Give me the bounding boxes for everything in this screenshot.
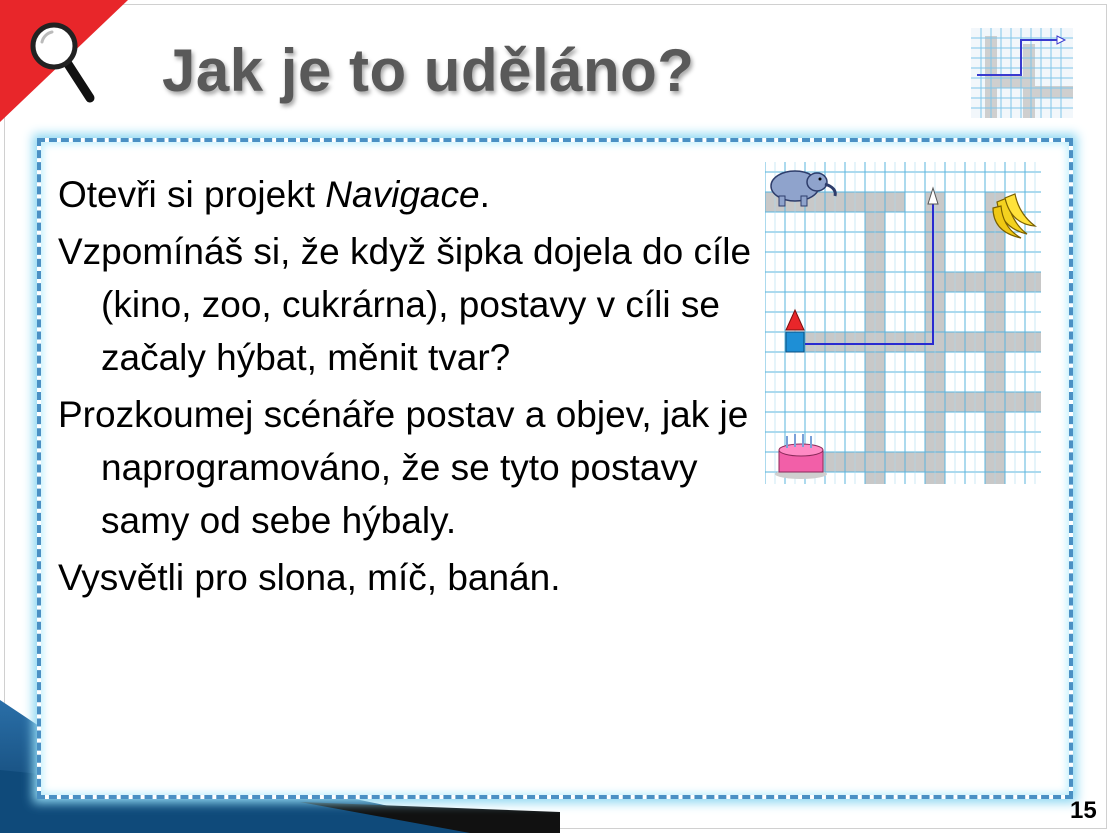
paragraph-explain: Vysvětli pro slona, míč, banán. — [58, 557, 561, 598]
paragraph-explore: Prozkoumej scénáře postav a objev, jak je naprogramováno, že se tyto postavy samy od sebe hýbaly. — [58, 394, 749, 541]
instruction-text — [58, 168, 758, 604]
slide-title: Jak je to uděláno? — [162, 37, 695, 104]
grid-thumbnail — [971, 28, 1073, 118]
project-name: Navigace — [325, 174, 480, 215]
paragraph-remember: Vzpomínáš si, že když šipka dojela do cíle (kino, zoo, cukrárna), postavy v cíli se začaly hýbat, měnit tvar? — [58, 231, 752, 378]
text-open-project: Otevři si projekt — [58, 174, 326, 215]
paragraph-open-project — [58, 168, 758, 221]
text-period: . — [479, 174, 490, 215]
navigation-map — [765, 162, 1041, 484]
magnifier-icon — [28, 20, 100, 108]
page-number: 15 — [1070, 797, 1097, 824]
